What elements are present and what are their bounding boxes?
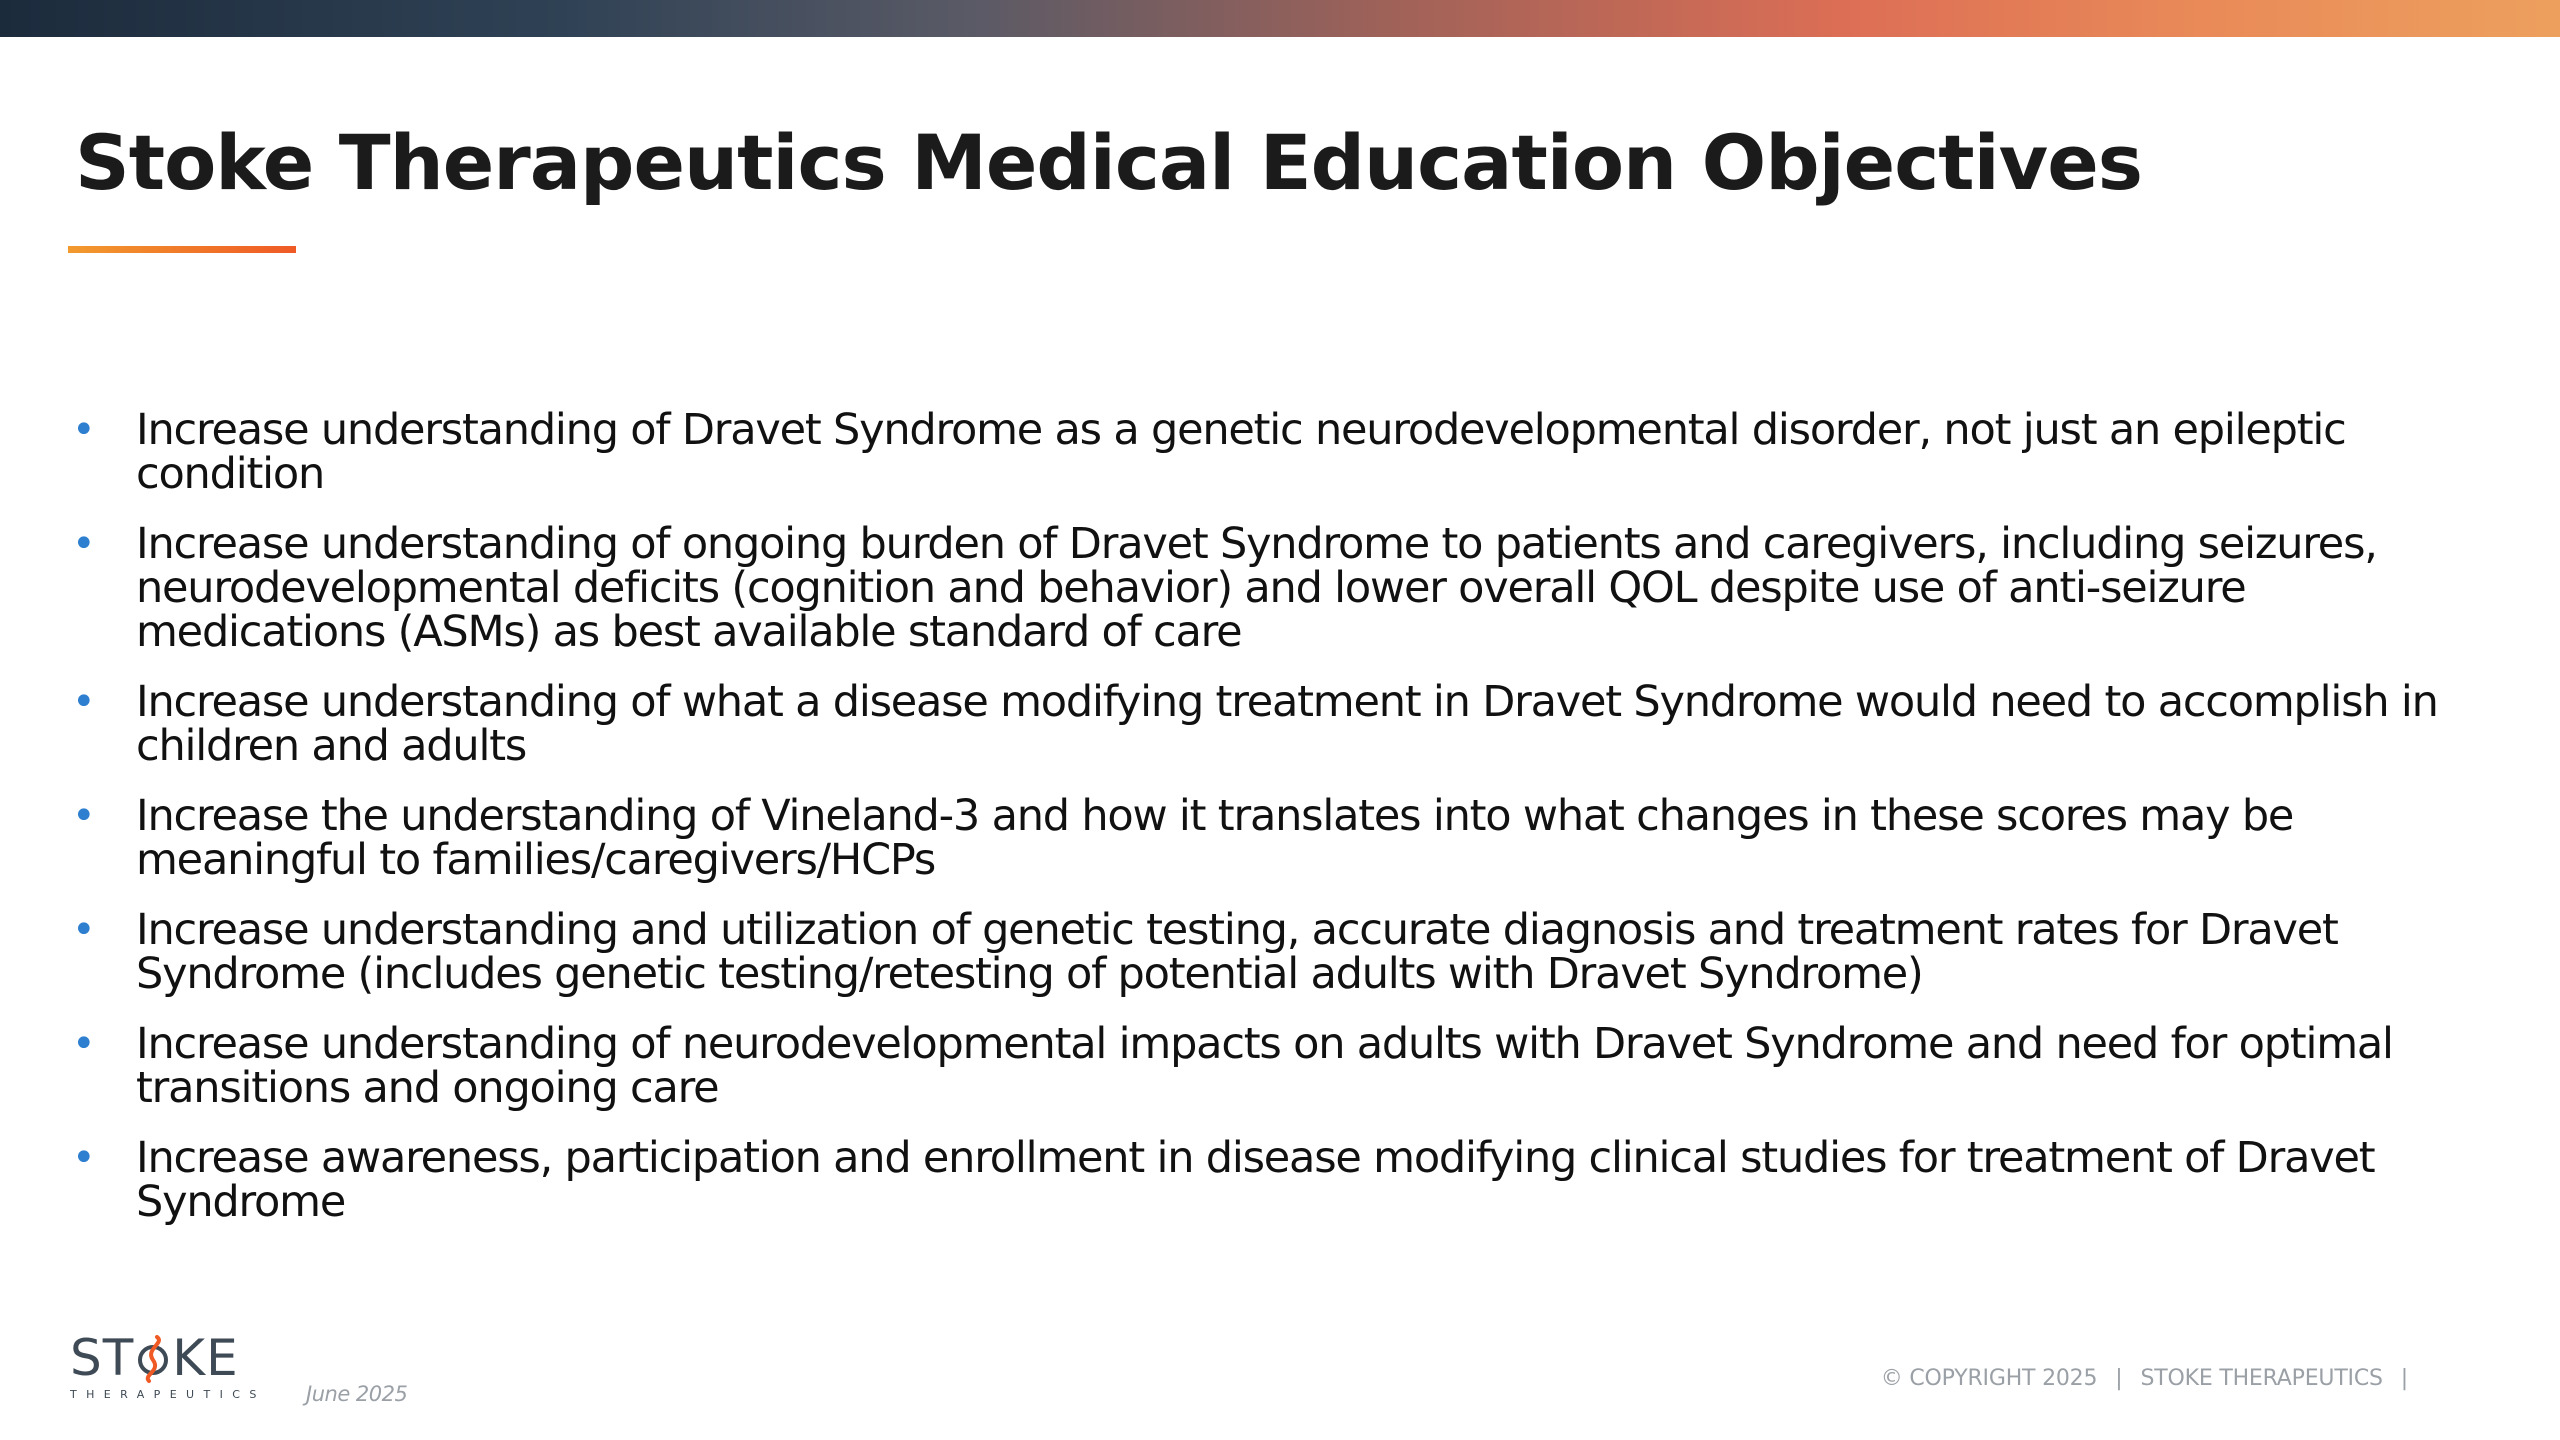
title-accent-underline: [68, 246, 296, 253]
presentation-date: June 2025: [306, 1382, 408, 1406]
objective-item: [70, 677, 2470, 771]
logo-word-right: KE: [172, 1329, 239, 1387]
objective-item: [70, 1019, 2470, 1113]
bullet-icon: •: [72, 793, 95, 839]
objective-text: Increase the understanding of Vineland-3 and how it translates into what changes in these scores may be meaningful to families/caregivers/HCPs: [136, 791, 2294, 885]
stoke-logo: [70, 1329, 266, 1410]
company-name: STOKE THERAPEUTICS: [2140, 1366, 2383, 1391]
objective-text: Increase understanding of Dravet Syndrome as a genetic neurodevelopmental disorder, not just an epileptic condition: [136, 405, 2346, 499]
logo-subtitle: THERAPEUTICS: [70, 1388, 266, 1401]
footer-separator: |: [2115, 1366, 2123, 1391]
logo-wordmark: [70, 1330, 240, 1386]
objective-item: [70, 1133, 2470, 1227]
footer-separator: |: [2400, 1366, 2408, 1391]
bullet-icon: •: [72, 679, 95, 725]
objective-text: Increase understanding of what a disease modifying treatment in Dravet Syndrome would need to accomplish in children and adults: [136, 677, 2438, 771]
bullet-icon: •: [72, 1021, 95, 1067]
copyright-text: © COPYRIGHT 2025: [1880, 1366, 2098, 1391]
objectives-list: [70, 405, 2470, 1250]
bullet-icon: •: [72, 907, 95, 953]
bullet-icon: •: [72, 521, 95, 567]
header-gradient-band: [0, 0, 2560, 37]
bullet-icon: •: [72, 407, 95, 453]
objective-item: [70, 905, 2470, 999]
bullet-icon: •: [72, 1135, 95, 1181]
logo-helix-icon: [135, 1333, 171, 1383]
objective-item: [70, 519, 2470, 657]
logo-word-left: ST: [70, 1329, 135, 1387]
footer-copyright: [1881, 1366, 2426, 1391]
objective-text: Increase awareness, participation and enrollment in disease modifying clinical studies for treatment of Dravet Syndrome: [136, 1133, 2375, 1227]
objective-item: [70, 791, 2470, 885]
objective-item: [70, 405, 2470, 499]
page-title: Stoke Therapeutics Medical Education Objectives: [75, 118, 2142, 207]
objective-text: Increase understanding of ongoing burden of Dravet Syndrome to patients and caregivers, including seizures, neurodevelopmental deficits (cognition and behavior) and lower overall QOL despite use of anti-seizure medications (ASMs) as best available standard of care: [136, 519, 2377, 657]
objective-text: Increase understanding of neurodevelopmental impacts on adults with Dravet Syndrome and need for optimal transitions and ongoing care: [136, 1019, 2393, 1113]
objective-text: Increase understanding and utilization of genetic testing, accurate diagnosis and treatment rates for Dravet Syndrome (includes genetic testing/retesting of potential adults with Dravet Syndrome): [136, 905, 2338, 999]
